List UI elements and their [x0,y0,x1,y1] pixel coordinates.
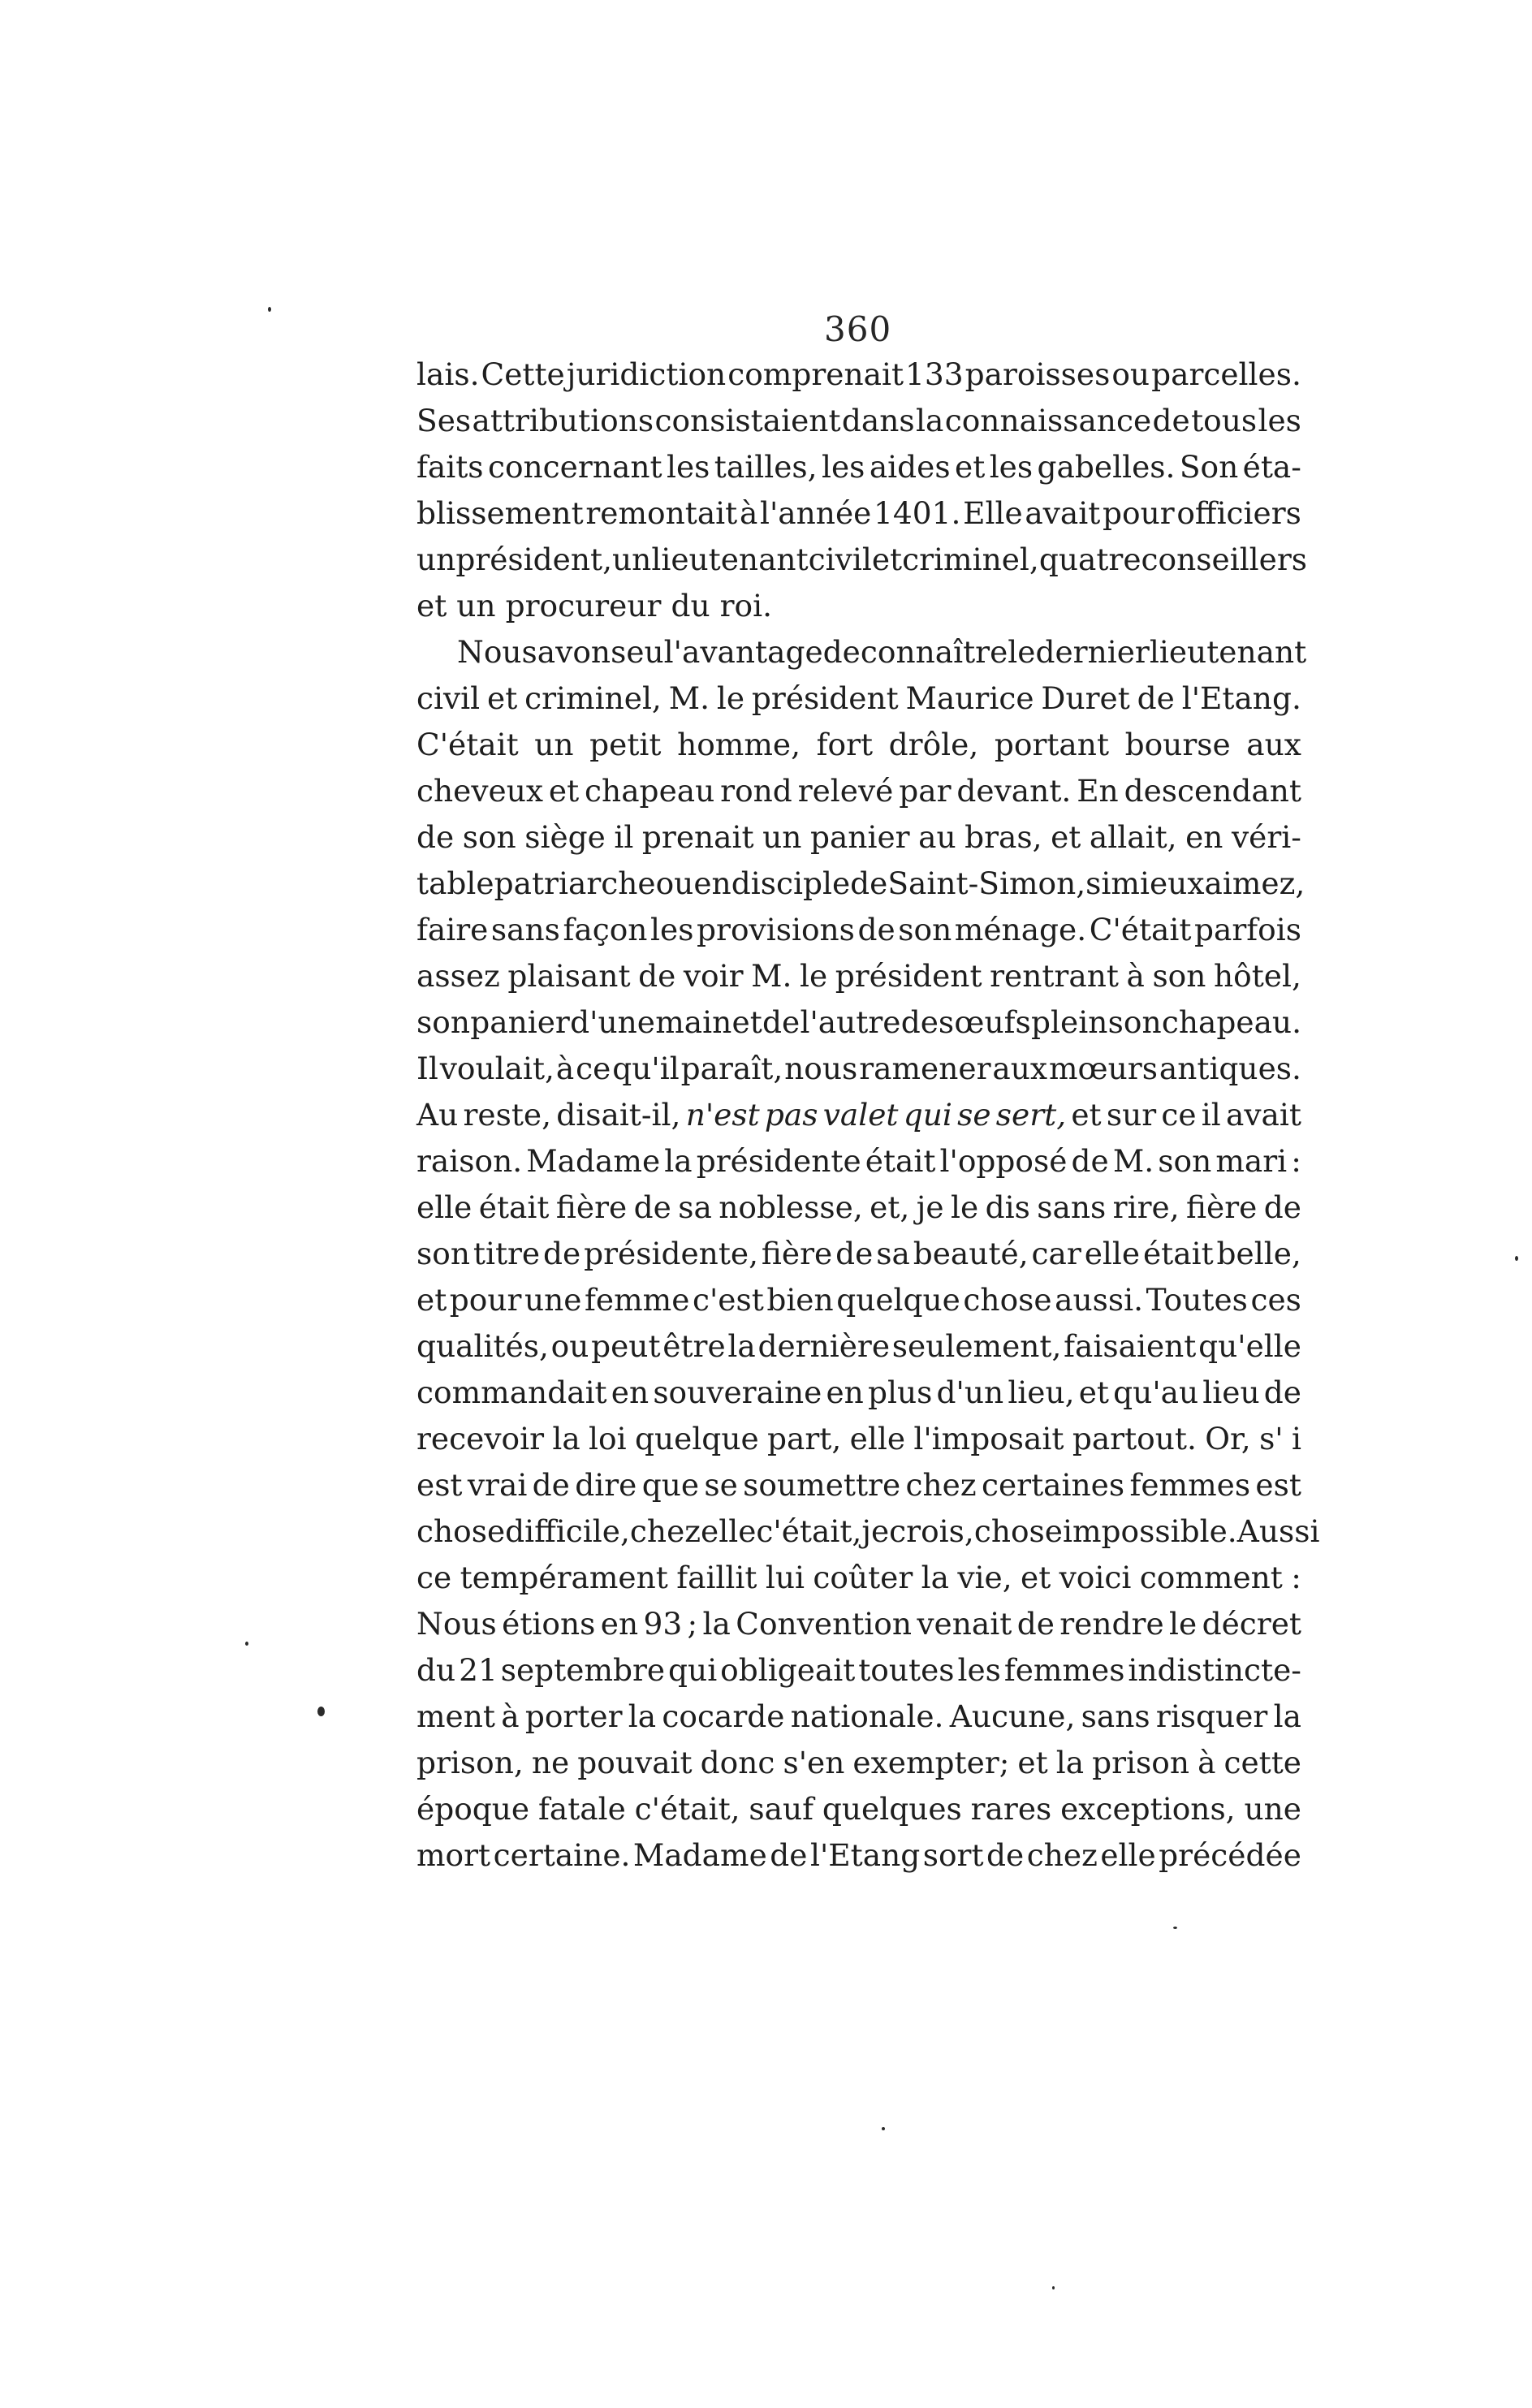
body-text [416,352,1320,1879]
scan-speck [1173,1927,1177,1929]
text-line: faits concernant les tailles, les aides et les gabelles. Son éta- [416,449,1301,485]
text-line: mort certaine. Madame de l'Etang sort de chez elle précédée [416,1837,1301,1873]
text-line: qualités, ou peut être la dernière seulement, faisaient qu'elle [416,1328,1301,1364]
scan-speck [1515,1256,1518,1261]
text-line: est vrai de dire que se soumettre chez certaines femmes est [416,1467,1301,1503]
scan-speck [882,2127,885,2130]
text-line: commandait en souveraine en plus d'un lieu, et qu'au lieu de [416,1374,1301,1410]
text-line: ment à porter la cocarde nationale. Aucune, sans risquer la [416,1698,1301,1734]
text-line: époque fatale c'était, sauf quelques rares exceptions, une [416,1791,1301,1827]
text-line: elle était fière de sa noblesse, et, je le dis sans rire, fière de [416,1189,1301,1225]
text-line: Nous étions en 93 ; la Convention venait de rendre le décret [416,1606,1301,1642]
text-line: cheveux et chapeau rond relevé par devant. En descendant [416,773,1301,809]
scan-speck [268,307,271,312]
text-line: chose difficile, chez elle c'était, je crois, chose impossible. Aussi [416,1513,1320,1549]
text-line: son panier d'une main et de l'autre des œufs plein son chapeau. [416,1004,1301,1040]
text-line: de son siège il prenait un panier au bras, et allait, en véri- [416,819,1301,855]
text-line: C'était un petit homme, fort drôle, portant bourse aux [416,727,1301,762]
scan-speck [245,1642,248,1646]
text-line: son titre de présidente, fière de sa beauté, car elle était belle, [416,1236,1301,1271]
text-line: Nous avons eu l'avantage de connaître le dernier lieutenant [457,634,1307,670]
text-line: Au reste, disait-il, n'est pas valet qui se sert, et sur ce il avait [416,1097,1301,1133]
text-line: raison. Madame la présidente était l'opposé de M. son mari : [416,1143,1301,1179]
text-line: assez plaisant de voir M. le président rentrant à son hôtel, [416,958,1301,994]
text-line: faire sans façon les provisions de son ménage. C'était parfois [416,912,1301,947]
text-line: table patriarche ou en disciple de Saint-Simon, si mieux aimez, [416,865,1305,901]
text-line: prison, ne pouvait donc s'en exempter; et la prison à cette [416,1745,1301,1780]
page-number: 360 [824,309,892,349]
scan-speck [317,1707,325,1716]
text-line: lais. Cette juridiction comprenait 133 paroisses ou parcelles. [416,356,1301,392]
text-line: un président, un lieutenant civil et criminel, quatre conseillers [416,542,1308,577]
text-line: ce tempérament faillit lui coûter la vie, et voici comment : [416,1560,1301,1595]
text-line: et pour une femme c'est bien quelque chose aussi. Toutes ces [416,1282,1301,1318]
text-line: blissement remontait à l'année 1401. Elle avait pour officiers [416,495,1301,531]
text-line: civil et criminel, M. le président Maurice Duret de l'Etang. [416,680,1301,716]
text-line: et un procureur du roi. [416,588,773,624]
text-line: Il voulait, à ce qu'il paraît, nous ramener aux mœurs antiques. [416,1051,1301,1086]
text-line: du 21 septembre qui obligeait toutes les femmes indistincte- [416,1652,1301,1688]
text-line: Ses attributions consistaient dans la connaissance de tous les [416,403,1301,438]
text-line: recevoir la loi quelque part, elle l'imposait partout. Or, s' i [416,1421,1301,1456]
scan-speck [1052,2286,1055,2289]
